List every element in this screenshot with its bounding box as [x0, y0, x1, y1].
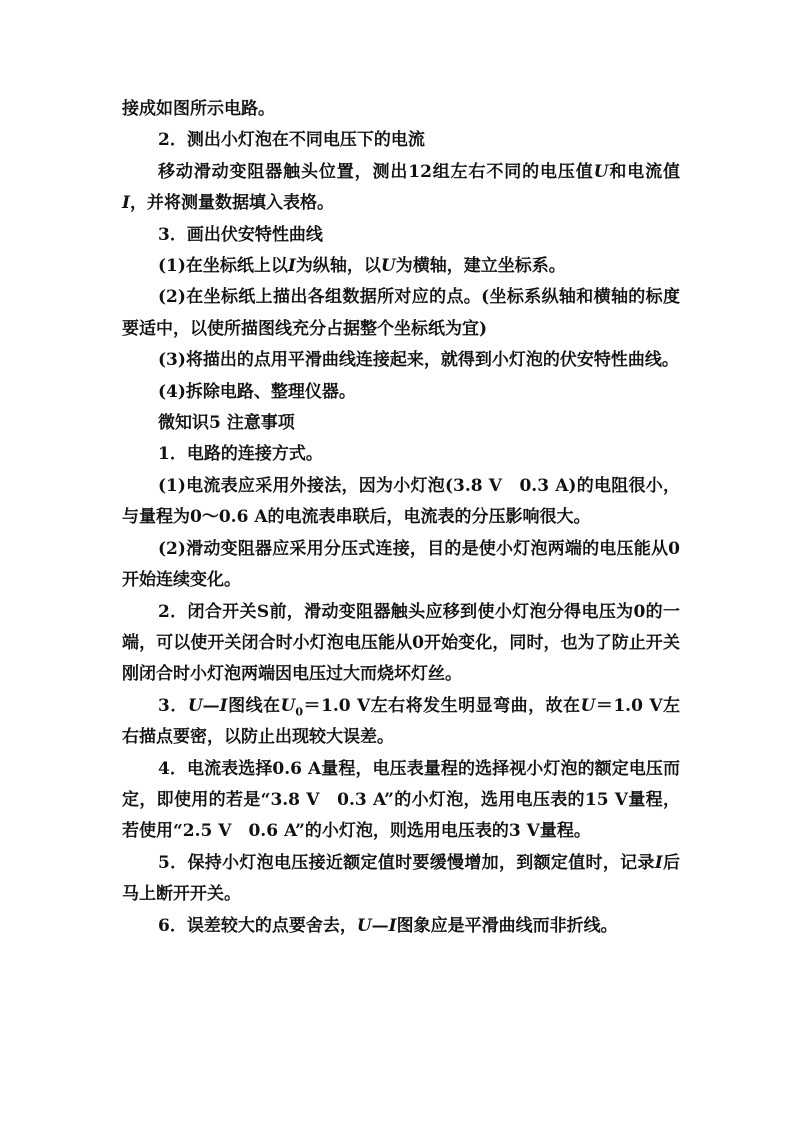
- paragraph-circuit-connect: 接成如图所示电路。: [122, 99, 275, 119]
- variable-u: U: [580, 695, 596, 716]
- text: ，并将测量数据填入表格。: [129, 193, 334, 214]
- step-2-heading: 2．测出小灯泡在不同电压下的电流: [158, 130, 425, 151]
- note-5: [122, 848, 680, 911]
- paragraph-smooth-curve: (3)将描出的点用平滑曲线连接起来，就得到小灯泡的伏安特性曲线。: [158, 350, 679, 371]
- note-3: [122, 691, 680, 754]
- text: 图线在: [227, 695, 281, 716]
- text: 为纵轴，以: [295, 256, 381, 277]
- text: 和电流值: [608, 161, 681, 182]
- variable-i: I: [654, 852, 663, 873]
- variable-u: U: [380, 256, 396, 277]
- note-1b: (2)滑动变阻器应采用分压式连接，目的是使小灯泡两端的电压能从0开始连续变化。: [122, 538, 680, 591]
- subscript: 0: [295, 705, 304, 719]
- variable-u: U: [593, 161, 609, 182]
- variable-i: I: [219, 695, 228, 716]
- document-body: [122, 94, 680, 942]
- variable-u: U: [356, 915, 372, 936]
- text: 移动滑动变阻器触头位置，测出12组左右不同的电压值: [158, 161, 594, 182]
- dash: —: [202, 695, 220, 716]
- note-1-heading: 1．电路的连接方式。: [158, 444, 323, 465]
- variable-i: I: [388, 915, 397, 936]
- text: ＝1.0 V左右描点要密，以防止出现较大误差。: [122, 695, 681, 748]
- variable-i: I: [287, 256, 296, 277]
- paragraph-axes: [122, 251, 680, 282]
- variable-i: I: [122, 193, 130, 214]
- section-heading: 微知识5 注意事项: [158, 413, 295, 434]
- paragraph-disassemble: (4)拆除电路、整理仪器。: [158, 381, 356, 402]
- text: 5．保持小灯泡电压接近额定值时要缓慢增加，到额定值时，记录: [158, 852, 655, 873]
- paragraph-measure: [122, 157, 680, 220]
- note-4: 4．电流表选择0.6 A量程，电压表量程的选择视小灯泡的额定电压而定，即使用的若是“3.8 V 0.3 A”的小灯泡，选用电压表的15 V量程，若使用“2.5 V 0.6 A”的小灯泡，则选用电压表的3 V量程。: [122, 758, 680, 842]
- text: 后马上断开开关。: [122, 852, 681, 905]
- note-1a: (1)电流表应采用外接法，因为小灯泡(3.8 V 0.3 A)的电阻很小，与量程为0～0.6 A的电流表串联后，电流表的分压影响很大。: [122, 475, 680, 528]
- text: 为横轴，建立坐标系。: [395, 256, 566, 277]
- text: 6．误差较大的点要舍去，: [158, 915, 357, 936]
- step-3-heading: 3．画出伏安特性曲线: [158, 224, 323, 245]
- text: 3．: [158, 695, 188, 716]
- note-6: [122, 911, 680, 942]
- dash: —: [371, 915, 389, 936]
- variable-u: U: [187, 695, 203, 716]
- variable-u: U: [280, 695, 296, 716]
- text: ＝1.0 V左右将发生明显弯曲，故在: [303, 695, 581, 716]
- text: (1)在坐标纸上以: [158, 256, 288, 277]
- paragraph-plot-points: (2)在坐标纸上描出各组数据所对应的点。(坐标系纵轴和横轴的标度要适中，以使所描图线充分占据整个坐标纸为宜): [122, 287, 680, 339]
- text: 图象应是平滑曲线而非折线。: [396, 915, 618, 936]
- note-2: 2．闭合开关S前，滑动变阻器触头应移到使小灯泡分得电压为0的一端，可以使开关闭合时小灯泡电压能从0开始变化，同时，也为了防止开关刚闭合时小灯泡两端因电压过大而烧坏灯丝。: [122, 601, 680, 685]
